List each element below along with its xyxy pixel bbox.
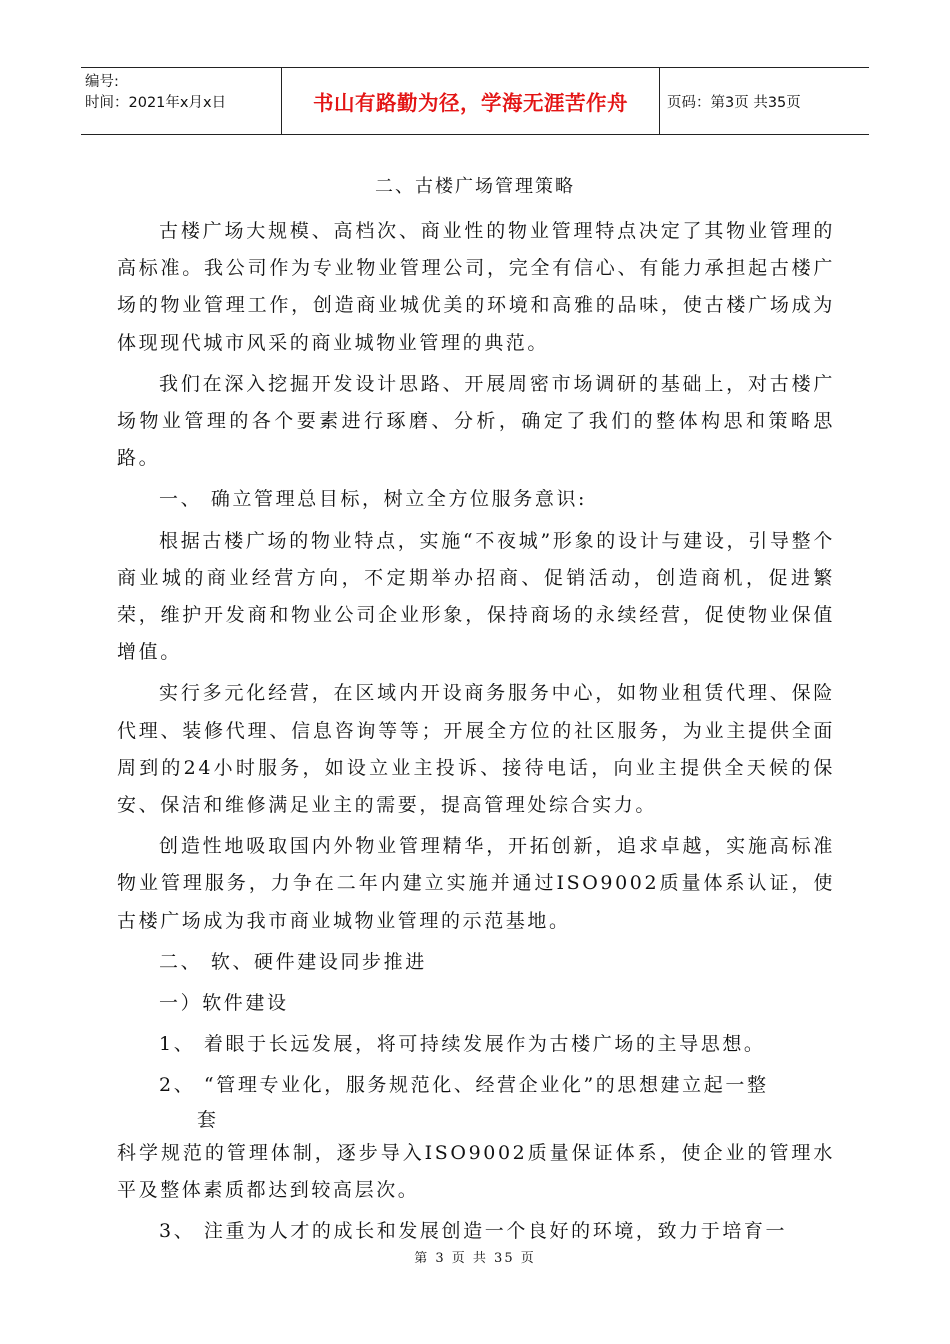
heading-software: 一）软件建设 <box>159 992 289 1015</box>
document-body <box>117 213 835 1250</box>
header-motto-cell <box>281 68 660 134</box>
list-item-2-wrap: 套 <box>197 1108 219 1131</box>
paragraph-intro: 古楼广场大规模、高档次、商业性的物业管理特点决定了其物业管理的高标准。我公司作为专业物业管理公司，完全有信心、有能力承担起古楼广场的物业管理工作，创造商业城优美的环境和高雅的品味，使古楼广场成为体现现代城市风采的商业城物业管理的典范。 <box>117 220 835 354</box>
document-header <box>81 67 869 135</box>
heading-construction: 二、 软、硬件建设同步推进 <box>159 950 427 973</box>
doc-number-label: 编号: <box>85 74 119 90</box>
doc-date-label: 时间：2021年x月x日 <box>85 95 227 111</box>
list-item-2: 2、 “管理专业化，服务规范化、经营企业化”的思想建立起一整 <box>159 1074 769 1097</box>
list-item-1: 1、 着眼于长远发展，将可持续发展作为古楼广场的主导思想。 <box>159 1033 766 1056</box>
paragraph-approach: 我们在深入挖掘开发设计思路、开展周密市场调研的基础上，对古楼广场物业管理的各个要素进行琢磨、分析，确定了我们的整体构思和策略思路。 <box>117 372 835 470</box>
paragraph-goal-2: 实行多元化经营，在区域内开设商务服务中心，如物业租赁代理、保险代理、装修代理、信息咨询等等；开展全方位的社区服务，为业主提供全面周到的24小时服务，如设立业主投诉、接待电话，向业主提供全天候的保安、保洁和维修满足业主的需要，提高管理处综合实力。 <box>117 682 835 817</box>
list-item-3: 3、 注重为人才的成长和发展创造一个良好的环境，致力于培育一 <box>159 1220 788 1243</box>
header-page-info: 页码：第3页 共35页 <box>667 94 801 111</box>
paragraph-goal-3: 创造性地吸取国内外物业管理精华，开拓创新，追求卓越，实施高标准物业管理服务，力争在二年内建立实施并通过ISO9002质量体系认证，使古楼广场成为我市商业城物业管理的示范基地。 <box>117 835 835 932</box>
heading-goal: 一、 确立管理总目标，树立全方位服务意识: <box>159 488 588 511</box>
header-meta <box>81 68 281 134</box>
paragraph-goal-1: 根据古楼广场的物业特点，实施“不夜城”形象的设计与建设，引导整个商业城的商业经营方向，不定期举办招商、促销活动，创造商机，促进繁荣，维护开发商和物业公司企业形象，保持商场的永续经营，促使物业保值增值。 <box>117 529 835 664</box>
list-item-2-continued: 科学规范的管理体制，逐步导入ISO9002质量保证体系，使企业的管理水平及整体素质都达到较高层次。 <box>117 1141 835 1201</box>
section-title: 二、古楼广场管理策略 <box>375 176 575 197</box>
header-motto: 书山有路勤为径，学海无涯苦作舟 <box>313 91 628 115</box>
page-footer: 第 3 页 共 35 页 <box>414 1251 536 1266</box>
